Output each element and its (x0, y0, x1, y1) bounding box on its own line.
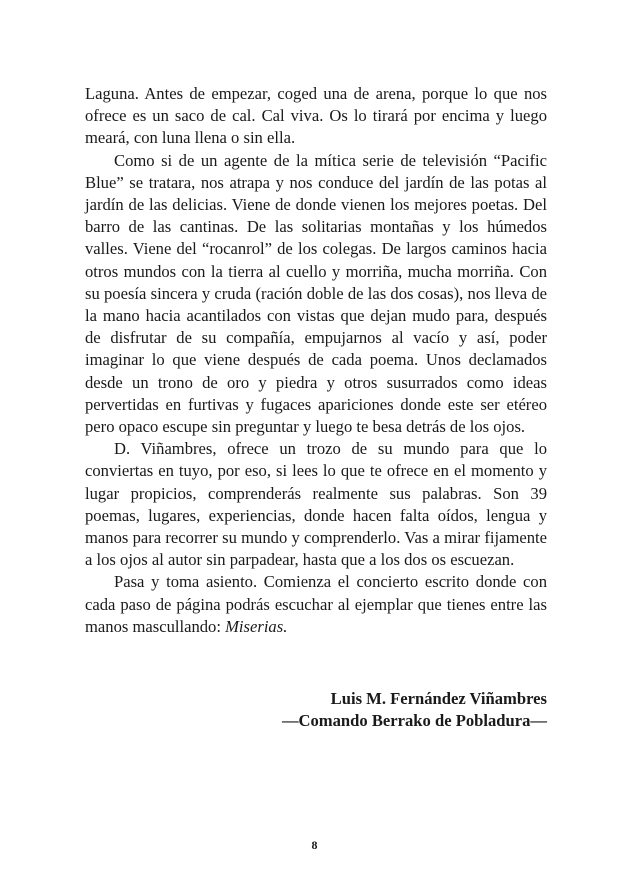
author-group: —Comando Berrako de Pobladura— (281, 711, 547, 731)
author-name: Luis M. Fernández Viñambres (330, 689, 547, 708)
body-text (85, 83, 547, 638)
page-number: 8 (311, 838, 318, 852)
signature (282, 688, 547, 733)
paragraph-1: Laguna. Antes de empezar, coged una de arena, porque lo que nos ofrece es un saco de cal. Cal viva. Os lo tirará por encima y luego meará, con luna llena o sin ella. (85, 84, 547, 148)
paragraph-2: Como si de un agente de la mítica serie de televisión “Pacific Blue” se tratara, nos atrapa y nos conduce del jardín de las potas al jardín de las delicias. Viene de donde vienen los mejores poetas. Del barro de las cantinas. De las solitarias montañas y los húmedos valles. Viene del “rocanrol” de los colegas. De largos caminos hacia otros mundos con la tierra al cuello y morriña, mucha morriña. Con su poesía sincera y cruda (ración doble de las dos cosas), nos lleva de la mano hacia acantilados con vistas que dejan mudo para, después de disfrutar de su compañía, empujarnos al vacío y así, poder imaginar lo que viene después de cada poema. Unos declamados desde un trono de oro y piedra y otros susurrados como ideas pervertidas en furtivas y fugaces apariciones donde este ser etéreo pero opaco escupe sin preguntar y luego te besa detrás de los ojos. (85, 150, 547, 437)
book-title: Miserias. (225, 616, 288, 636)
paragraph-3: D. Viñambres, ofrece un trozo de su mundo para que lo conviertas en tuyo, por eso, si lees lo que te ofrece en el momento y lugar propicios, comprenderás realmente sus palabras. Son 39 poemas, lugares, experiencias, donde hacen falta oídos, lengua y manos para recorrer su mundo y comprenderlo. Vas a mirar fijamente a los ojos al autor sin parpadear, hasta que a los dos os escuezan. (85, 439, 547, 570)
paragraph-4 (85, 571, 547, 638)
paragraph-4-text: Pasa y toma asiento. Comienza el concierto escrito donde con cada paso de página podrás escuchar al ejemplar que tienes entre las manos mascullando: (85, 572, 547, 636)
